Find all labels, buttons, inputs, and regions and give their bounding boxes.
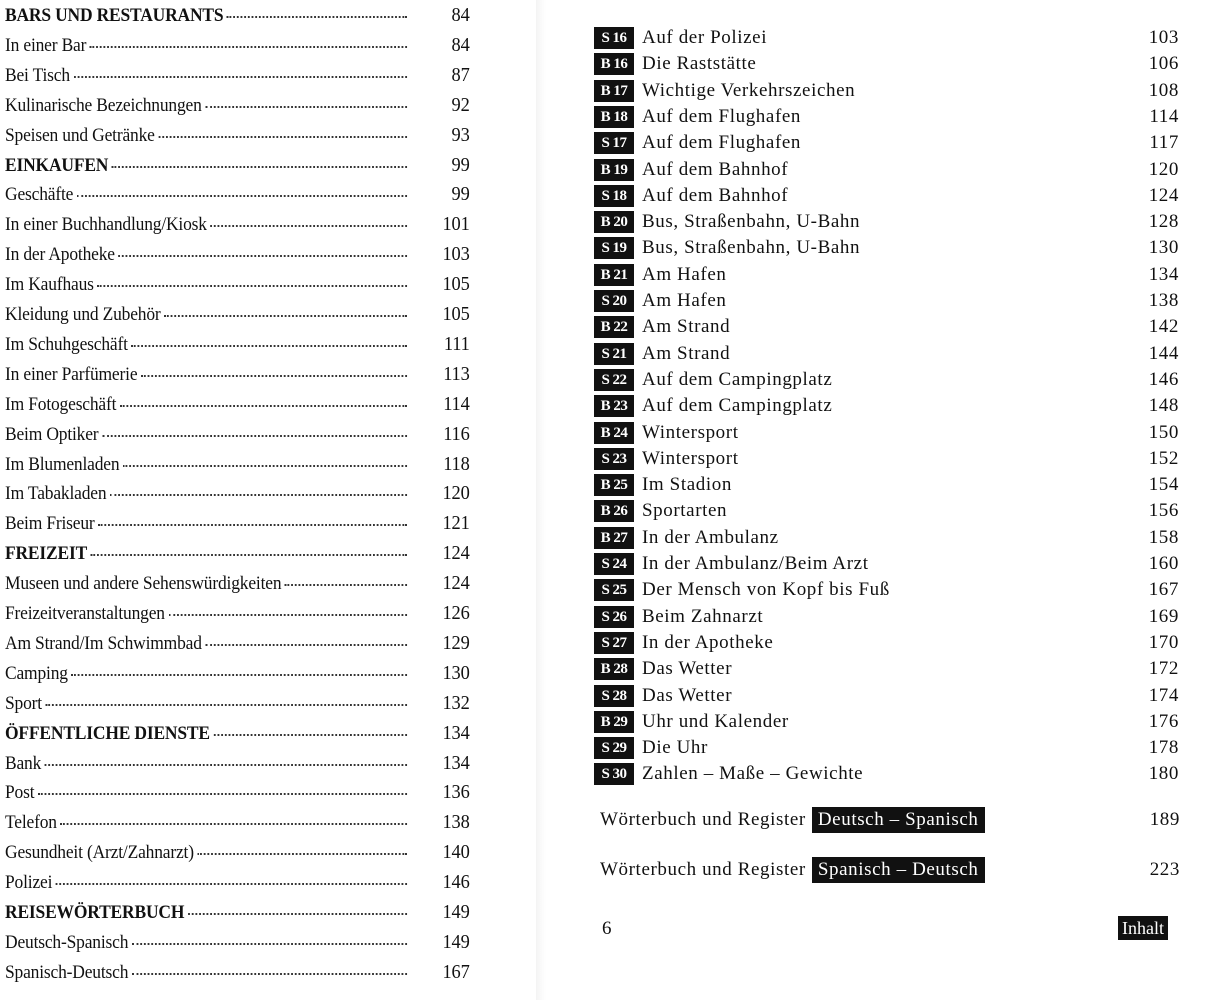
- lesson-code-badge: B 28: [594, 658, 634, 680]
- lesson-title: Die Raststätte: [642, 53, 757, 75]
- lesson-page: 174: [1148, 684, 1179, 706]
- lesson-title: Auf dem Bahnhof: [642, 184, 789, 206]
- lesson-code-badge: S 16: [594, 27, 634, 49]
- lesson-code-badge: B 23: [594, 395, 634, 417]
- lesson-title: Auf dem Flughafen: [642, 132, 801, 154]
- lesson-page: 103: [1148, 27, 1179, 48]
- toc-entry: [5, 542, 470, 570]
- toc-entry: [5, 512, 470, 540]
- toc-entry-page: 118: [443, 452, 470, 475]
- lesson-code-badge: S 24: [594, 553, 634, 575]
- lesson-page: 169: [1148, 605, 1179, 627]
- dot-leader: [45, 763, 407, 766]
- lesson-code-badge: S 27: [594, 632, 634, 654]
- lesson-page: 130: [1148, 237, 1179, 259]
- lesson-entry: [594, 420, 1179, 446]
- toc-entry: [5, 183, 470, 211]
- lesson-code-badge: S 18: [594, 185, 634, 207]
- lesson-title: Wintersport: [642, 447, 739, 469]
- toc-entry-page: 105: [442, 273, 470, 296]
- toc-entry: [5, 333, 470, 361]
- toc-entry-page: 167: [442, 960, 470, 983]
- toc-entry-title: Bei Tisch: [5, 64, 70, 86]
- lesson-page: 144: [1148, 342, 1179, 364]
- lesson-entry: [594, 183, 1179, 209]
- lesson-entry: [594, 314, 1179, 340]
- lesson-title: Am Strand: [642, 316, 731, 338]
- toc-entry-title: REISEWÖRTERBUCH: [5, 902, 185, 923]
- toc-entry-title: Telefon: [5, 812, 57, 834]
- toc-entry-title: Camping: [5, 662, 68, 684]
- toc-entry-page: 126: [442, 602, 470, 624]
- toc-entry: [5, 692, 470, 720]
- lesson-title: Wichtige Verkehrszeichen: [642, 79, 856, 101]
- lesson-entry: [594, 656, 1179, 682]
- toc-entry: [5, 841, 470, 869]
- lesson-entry: [594, 446, 1179, 472]
- lesson-entry: [594, 157, 1179, 183]
- lesson-code-badge: B 25: [594, 474, 634, 496]
- lesson-title: Auf dem Flughafen: [642, 105, 801, 127]
- lesson-code-badge: S 25: [594, 579, 634, 601]
- lesson-entry: [594, 104, 1179, 130]
- lesson-code-badge: B 16: [594, 53, 634, 75]
- dot-leader: [97, 284, 407, 287]
- toc-entry-page: 136: [442, 781, 470, 804]
- toc-entry-title: ÖFFENTLICHE DIENSTE: [5, 722, 210, 744]
- toc-entry: [5, 393, 470, 421]
- dot-leader: [98, 523, 407, 526]
- lesson-entry: [594, 209, 1179, 235]
- lesson-entry: [594, 288, 1179, 314]
- lesson-title: Wintersport: [642, 421, 739, 443]
- toc-entry-title: Im Tabakladen: [5, 483, 107, 505]
- lesson-page: 170: [1148, 631, 1179, 653]
- dot-leader: [132, 972, 407, 975]
- dot-leader: [123, 464, 407, 467]
- lesson-title: Auf dem Bahnhof: [642, 158, 789, 180]
- lesson-code-badge: B 20: [594, 211, 634, 233]
- dot-leader: [227, 15, 407, 18]
- lesson-title: Im Stadion: [642, 474, 732, 496]
- toc-entry-page: 111: [443, 332, 470, 355]
- toc-entry-title: Spanisch-Deutsch: [5, 961, 129, 983]
- toc-entry-page: 130: [442, 661, 470, 684]
- toc-entry: [5, 273, 470, 301]
- dictionary-label: Wörterbuch und Register: [600, 859, 806, 880]
- lesson-entry: [594, 262, 1179, 288]
- toc-entry-title: Kleidung und Zubehör: [5, 304, 161, 325]
- lesson-page: 134: [1148, 263, 1179, 285]
- lesson-entry: [594, 761, 1179, 787]
- dot-leader: [211, 224, 408, 227]
- dot-leader: [110, 493, 407, 496]
- dot-leader: [205, 105, 407, 108]
- lesson-entry: [594, 341, 1179, 367]
- toc-entry-page: 140: [442, 841, 470, 864]
- toc-entry-page: 113: [443, 362, 470, 385]
- lesson-page: 158: [1148, 526, 1179, 548]
- toc-entry: [5, 243, 470, 271]
- toc-entry: [5, 64, 470, 92]
- lesson-code-badge: S 29: [594, 737, 634, 759]
- lesson-entry: [594, 78, 1179, 104]
- toc-entry-page: 129: [442, 631, 470, 654]
- dot-leader: [131, 344, 407, 347]
- toc-entry-title: Im Kaufhaus: [5, 274, 94, 296]
- lesson-page: 108: [1148, 79, 1179, 101]
- lesson-entry: [594, 604, 1179, 630]
- lesson-code-badge: S 30: [594, 763, 634, 785]
- lesson-title: Am Hafen: [642, 290, 727, 311]
- lesson-entry: [594, 130, 1179, 156]
- toc-entry-page: 84: [451, 4, 470, 26]
- left-page: [0, 0, 540, 1000]
- dot-leader: [91, 553, 407, 556]
- lesson-code-badge: B 19: [594, 159, 634, 181]
- lesson-title: Uhr und Kalender: [642, 710, 789, 732]
- lesson-entry: [594, 551, 1179, 577]
- toc-entry: [5, 602, 470, 630]
- section-label: Inhalt: [1118, 916, 1168, 940]
- lesson-title: Der Mensch von Kopf bis Fuß: [642, 579, 890, 601]
- toc-entry-title: Post: [5, 782, 35, 804]
- dot-leader: [90, 45, 407, 48]
- dot-leader: [102, 434, 407, 437]
- lesson-title: Zahlen – Maße – Gewichte: [642, 763, 864, 785]
- toc-entry-page: 93: [451, 123, 470, 146]
- lesson-page: 167: [1148, 579, 1179, 601]
- page-number: 6: [602, 918, 612, 939]
- lesson-code-badge: B 27: [594, 527, 634, 549]
- lesson-code-badge: B 22: [594, 316, 634, 338]
- lesson-title: In der Apotheke: [642, 631, 774, 653]
- dictionary-entry: [600, 805, 1180, 835]
- toc-entry: [5, 871, 470, 899]
- dot-leader: [46, 703, 407, 706]
- lesson-page: 128: [1148, 211, 1179, 233]
- lesson-code-badge: B 24: [594, 422, 634, 444]
- lesson-page: 172: [1148, 658, 1179, 680]
- toc-entry: [5, 901, 470, 929]
- toc-entry-title: Polizei: [5, 872, 53, 894]
- toc-entry-page: 134: [442, 751, 470, 774]
- lesson-page: 178: [1148, 737, 1179, 759]
- lesson-title: Die Uhr: [642, 737, 708, 759]
- toc-entry-title: Im Blumenladen: [5, 453, 120, 475]
- lesson-page: 154: [1148, 474, 1179, 496]
- toc-entry: [5, 34, 470, 62]
- toc-entry-page: 84: [451, 33, 470, 56]
- toc-entry-page: 149: [442, 930, 470, 953]
- toc-entry-page: 124: [442, 542, 470, 565]
- lesson-page: 156: [1148, 500, 1179, 522]
- toc-entry: [5, 423, 470, 451]
- dot-leader: [74, 75, 407, 78]
- dot-leader: [61, 822, 408, 825]
- toc-entry-title: In einer Bar: [5, 34, 87, 56]
- toc-entry: [5, 811, 470, 839]
- lesson-page: 142: [1148, 316, 1179, 338]
- toc-entry-title: BARS UND RESTAURANTS: [5, 5, 224, 26]
- toc-entry: [5, 4, 470, 32]
- lesson-code-badge: S 19: [594, 237, 634, 259]
- toc-entry-title: Sport: [5, 692, 42, 714]
- toc-entry-title: Speisen und Getränke: [5, 124, 155, 146]
- lesson-entry: [594, 630, 1179, 656]
- lesson-entry: [594, 472, 1179, 498]
- lesson-title: In der Ambulanz: [642, 526, 779, 548]
- toc-entry-title: In einer Parfümerie: [5, 363, 138, 385]
- dictionary-label: Wörterbuch und Register: [600, 809, 806, 830]
- lesson-code-badge: S 21: [594, 343, 634, 365]
- lesson-entry: [594, 367, 1179, 393]
- toc-entry-page: 103: [442, 243, 470, 266]
- toc-entry-title: FREIZEIT: [5, 543, 88, 565]
- lesson-title: Auf der Polizei: [642, 27, 768, 48]
- right-page: [540, 0, 1206, 1000]
- lesson-page: 138: [1148, 290, 1179, 311]
- dot-leader: [214, 733, 408, 736]
- dictionary-page: 223: [1149, 859, 1180, 880]
- toc-entry: [5, 931, 470, 959]
- lesson-title: In der Ambulanz/Beim Arzt: [642, 553, 869, 574]
- toc-entry: [5, 482, 470, 510]
- dictionary-entry: [600, 855, 1180, 885]
- lesson-code-badge: S 22: [594, 369, 634, 391]
- lesson-title: Sportarten: [642, 500, 728, 522]
- dictionary-direction: Deutsch – Spanisch: [812, 807, 985, 833]
- toc-entry-page: 146: [442, 871, 470, 894]
- lesson-code-badge: S 17: [594, 132, 634, 154]
- toc-entry-title: Kulinarische Bezeichnungen: [5, 94, 202, 116]
- toc-entry: [5, 213, 470, 241]
- lesson-title: Das Wetter: [642, 684, 733, 706]
- lesson-code-badge: B 29: [594, 711, 634, 733]
- dot-leader: [188, 912, 407, 915]
- toc-entry: [5, 453, 470, 481]
- toc-entry-page: 99: [451, 153, 470, 176]
- toc-entry-page: 105: [442, 303, 470, 325]
- toc-entry-title: In der Apotheke: [5, 244, 115, 266]
- toc-entry: [5, 124, 470, 152]
- toc-entry-page: 87: [451, 63, 470, 86]
- lesson-entry: [594, 709, 1179, 735]
- lesson-page: 106: [1148, 53, 1179, 75]
- lesson-page: 180: [1148, 763, 1179, 785]
- toc-entry-page: 116: [443, 422, 470, 445]
- lesson-code-badge: B 18: [594, 106, 634, 128]
- toc-entry-page: 149: [442, 901, 470, 923]
- dot-leader: [38, 792, 407, 795]
- lesson-entry: [594, 393, 1179, 419]
- lesson-code-badge: S 20: [594, 290, 634, 312]
- toc-entry-title: Gesundheit (Arzt/Zahnarzt): [5, 842, 194, 864]
- toc-entry-title: EINKAUFEN: [5, 154, 109, 176]
- dot-leader: [119, 254, 408, 257]
- toc-entry-page: 121: [442, 512, 470, 535]
- dot-leader: [169, 613, 408, 616]
- toc-entry: [5, 961, 470, 989]
- toc-entry-title: Im Fotogeschäft: [5, 393, 117, 415]
- toc-entry-page: 138: [442, 811, 470, 834]
- dot-leader: [285, 583, 407, 586]
- toc-entry: [5, 752, 470, 780]
- toc-entry-title: Am Strand/Im Schwimmbad: [5, 632, 202, 654]
- lesson-entry: [594, 683, 1179, 709]
- lesson-entry: [594, 525, 1179, 551]
- toc-entry-title: Im Schuhgeschäft: [5, 333, 128, 355]
- toc-entry-page: 120: [442, 482, 470, 505]
- dot-leader: [71, 673, 407, 676]
- toc-entry-title: Museen und andere Sehenswürdigkeiten: [5, 573, 282, 595]
- lesson-page: 176: [1148, 710, 1179, 732]
- dictionary-direction: Spanisch – Deutsch: [812, 857, 985, 883]
- lesson-title: Auf dem Campingplatz: [642, 368, 833, 390]
- dot-leader: [164, 314, 407, 317]
- dictionary-page: 189: [1149, 809, 1180, 830]
- lesson-code-badge: B 26: [594, 500, 634, 522]
- lesson-page: 124: [1148, 184, 1179, 206]
- lesson-page: 152: [1148, 447, 1179, 469]
- lesson-title: Auf dem Campingplatz: [642, 395, 833, 417]
- lesson-title: Bus, Straßenbahn, U-Bahn: [642, 211, 861, 233]
- lesson-page: 114: [1149, 105, 1179, 127]
- lesson-title: Am Hafen: [642, 263, 727, 285]
- toc-entry-page: 99: [451, 183, 470, 206]
- toc-entry-title: Beim Friseur: [5, 513, 95, 535]
- lesson-page: 120: [1148, 158, 1179, 180]
- lesson-page: 150: [1148, 421, 1179, 443]
- toc-entry: [5, 363, 470, 391]
- lesson-entry: [594, 235, 1179, 261]
- lesson-title: Am Strand: [642, 342, 731, 364]
- lesson-entry: [594, 735, 1179, 761]
- lesson-title: Das Wetter: [642, 658, 733, 680]
- toc-entry-title: Bank: [5, 752, 42, 774]
- toc-entry-title: Geschäfte: [5, 184, 74, 206]
- lesson-entry: [594, 25, 1179, 51]
- toc-entry-title: In einer Buchhandlung/Kiosk: [5, 214, 207, 236]
- toc-entry: [5, 94, 470, 122]
- dot-leader: [141, 374, 407, 377]
- lesson-code-badge: B 17: [594, 80, 634, 102]
- dot-leader: [77, 194, 407, 197]
- toc-entry-page: 124: [442, 572, 470, 595]
- toc-entry: [5, 303, 470, 331]
- lesson-entry: [594, 577, 1179, 603]
- toc-entry: [5, 781, 470, 809]
- toc-entry-title: Beim Optiker: [5, 423, 99, 445]
- dot-leader: [120, 404, 407, 407]
- lesson-page: 117: [1149, 132, 1179, 154]
- toc-entry: [5, 632, 470, 660]
- lesson-entry: [594, 51, 1179, 77]
- toc-entry-title: Freizeitveranstaltungen: [5, 603, 165, 624]
- toc-entry: [5, 722, 470, 750]
- dot-leader: [158, 135, 407, 138]
- toc-entry-title: Deutsch-Spanisch: [5, 931, 129, 953]
- toc-entry-page: 132: [442, 691, 470, 714]
- toc-entry: [5, 154, 470, 182]
- dot-leader: [132, 942, 407, 945]
- lesson-code-badge: S 23: [594, 448, 634, 470]
- lesson-page: 160: [1148, 553, 1179, 574]
- dot-leader: [205, 643, 407, 646]
- lesson-page: 148: [1148, 395, 1179, 417]
- lesson-title: Bus, Straßenbahn, U-Bahn: [642, 237, 861, 259]
- toc-entry: [5, 662, 470, 690]
- dot-leader: [56, 882, 407, 885]
- lesson-code-badge: S 26: [594, 606, 634, 628]
- toc-entry-page: 114: [443, 392, 470, 415]
- toc-entry-page: 134: [442, 721, 470, 744]
- lesson-entry: [594, 498, 1179, 524]
- lesson-title: Beim Zahnarzt: [642, 605, 764, 627]
- toc-entry-page: 101: [442, 213, 470, 236]
- toc-entry: [5, 572, 470, 600]
- lesson-page: 146: [1148, 368, 1179, 390]
- dot-leader: [198, 852, 407, 855]
- lesson-code-badge: B 21: [594, 264, 634, 286]
- toc-entry-page: 92: [451, 93, 470, 116]
- lesson-code-badge: S 28: [594, 685, 634, 707]
- dot-leader: [112, 165, 407, 168]
